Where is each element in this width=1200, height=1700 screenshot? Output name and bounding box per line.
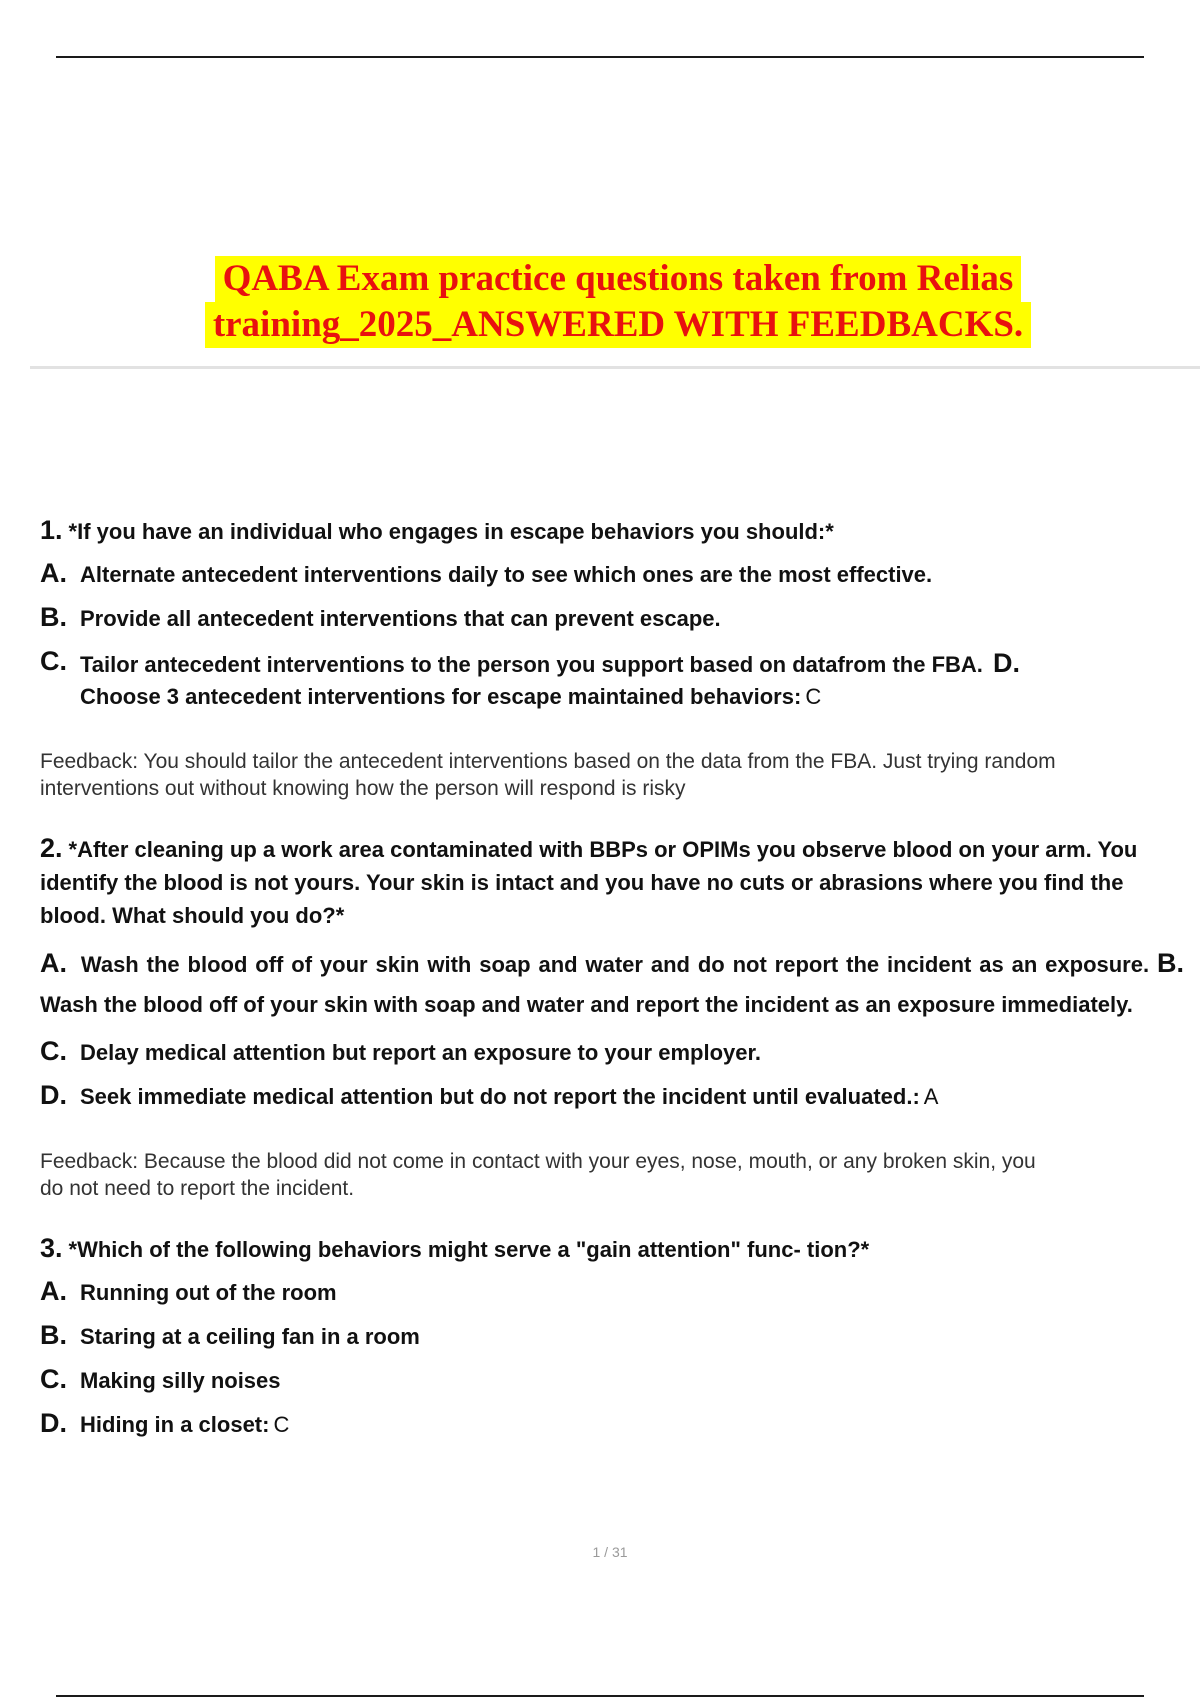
option-a-b: [40, 943, 1190, 1025]
option-text: Provide all antecedent interventions that can prevent escape.: [80, 606, 721, 631]
option-text: Staring at a ceiling fan in a room: [80, 1324, 420, 1349]
top-rule: [56, 56, 1144, 58]
question-2: [40, 832, 1190, 1202]
question-text: *Which of the following behaviors might serve a "gain attention" func- tion?*: [68, 1237, 870, 1262]
option-text: Alternate antecedent interventions daily to see which ones are the most effective.: [80, 562, 933, 587]
question-list: [40, 514, 1190, 1453]
question-number: 2.: [40, 833, 63, 863]
question-3: [40, 1232, 1190, 1441]
answer-key: C: [805, 684, 822, 709]
option-text: Making silly noises: [80, 1368, 281, 1393]
option-c: [40, 647, 1190, 713]
option-a: [40, 1277, 1190, 1309]
option-text: Tailor antecedent interventions to the person you support based on datafrom the FBA.: [80, 652, 983, 677]
option-text: Delay medical attention but report an exposure to your employer.: [80, 1040, 761, 1065]
question-number: 3.: [40, 1233, 63, 1263]
title-divider: [30, 366, 1200, 369]
option-b: [40, 603, 1190, 635]
option-text: Hiding in a closet:: [80, 1412, 270, 1437]
option-letter: B.: [40, 602, 67, 632]
option-letter: A.: [40, 948, 67, 978]
option-letter: A.: [40, 1276, 67, 1306]
option-letter: B.: [40, 1320, 67, 1350]
title-line-1: QABA Exam practice questions taken from Relias: [215, 256, 1022, 302]
option-letter: C.: [40, 1036, 67, 1066]
feedback: [40, 748, 1190, 802]
option-d: [40, 1081, 1190, 1113]
bottom-rule: [56, 1695, 1144, 1697]
question-stem: [40, 514, 1190, 548]
option-letter: D.: [40, 1080, 67, 1110]
option-text: Running out of the room: [80, 1280, 337, 1305]
question-text: *If you have an individual who engages in escape behaviors you should:*: [68, 519, 834, 544]
feedback-line-2: do not need to report the incident.: [40, 1177, 355, 1200]
option-b: [40, 1321, 1190, 1353]
option-letter: B.: [1156, 948, 1184, 978]
option-letter: A.: [40, 558, 67, 588]
answer-key: C: [273, 1412, 290, 1437]
option-letter: D.: [40, 1408, 67, 1438]
question-number: 1.: [40, 515, 63, 545]
option-c: [40, 1365, 1190, 1397]
option-d: [40, 1409, 1190, 1441]
option-c: [40, 1037, 1190, 1069]
feedback: [40, 1148, 1190, 1202]
option-text: Seek immediate medical attention but do not report the incident until evaluated.:: [80, 1084, 920, 1109]
feedback-line-2: interventions out without knowing how the person will respond is risky: [40, 777, 686, 800]
option-letter: C.: [40, 1364, 67, 1394]
answer-key: A: [923, 1084, 939, 1109]
question-stem: [40, 832, 1150, 932]
question-stem: [40, 1232, 1190, 1266]
option-text: Wash the blood off of your skin with soap and water and report the incident as an exposure immediately.: [40, 992, 1133, 1017]
title-line-2: training_2025_ANSWERED WITH FEEDBACKS.: [205, 302, 1031, 348]
option-text-d: Choose 3 antecedent interventions for escape maintained behaviors:: [80, 684, 802, 709]
option-letter-d: D.: [993, 648, 1021, 678]
option-text: Wash the blood off of your skin with soap and water and do not report the incident as an exposure.: [80, 952, 1150, 977]
feedback-line-1: Feedback: You should tailor the antecedent interventions based on the data from the FBA. Just trying random: [40, 750, 1056, 773]
document-title: [0, 256, 1200, 348]
question-text: *After cleaning up a work area contaminated with BBPs or OPIMs you observe blood on your arm. You identify the blood is not yours. Your skin is intact and you have no cuts or abrasions where you find the blood. What should you do?*: [40, 837, 1138, 928]
option-letter: C.: [40, 646, 67, 676]
page-number: 1 / 31: [592, 1544, 628, 1560]
question-1: [40, 514, 1190, 802]
option-a: [40, 559, 1190, 591]
feedback-line-1: Feedback: Because the blood did not come in contact with your eyes, nose, mouth, or any broken skin, you: [40, 1150, 1036, 1173]
